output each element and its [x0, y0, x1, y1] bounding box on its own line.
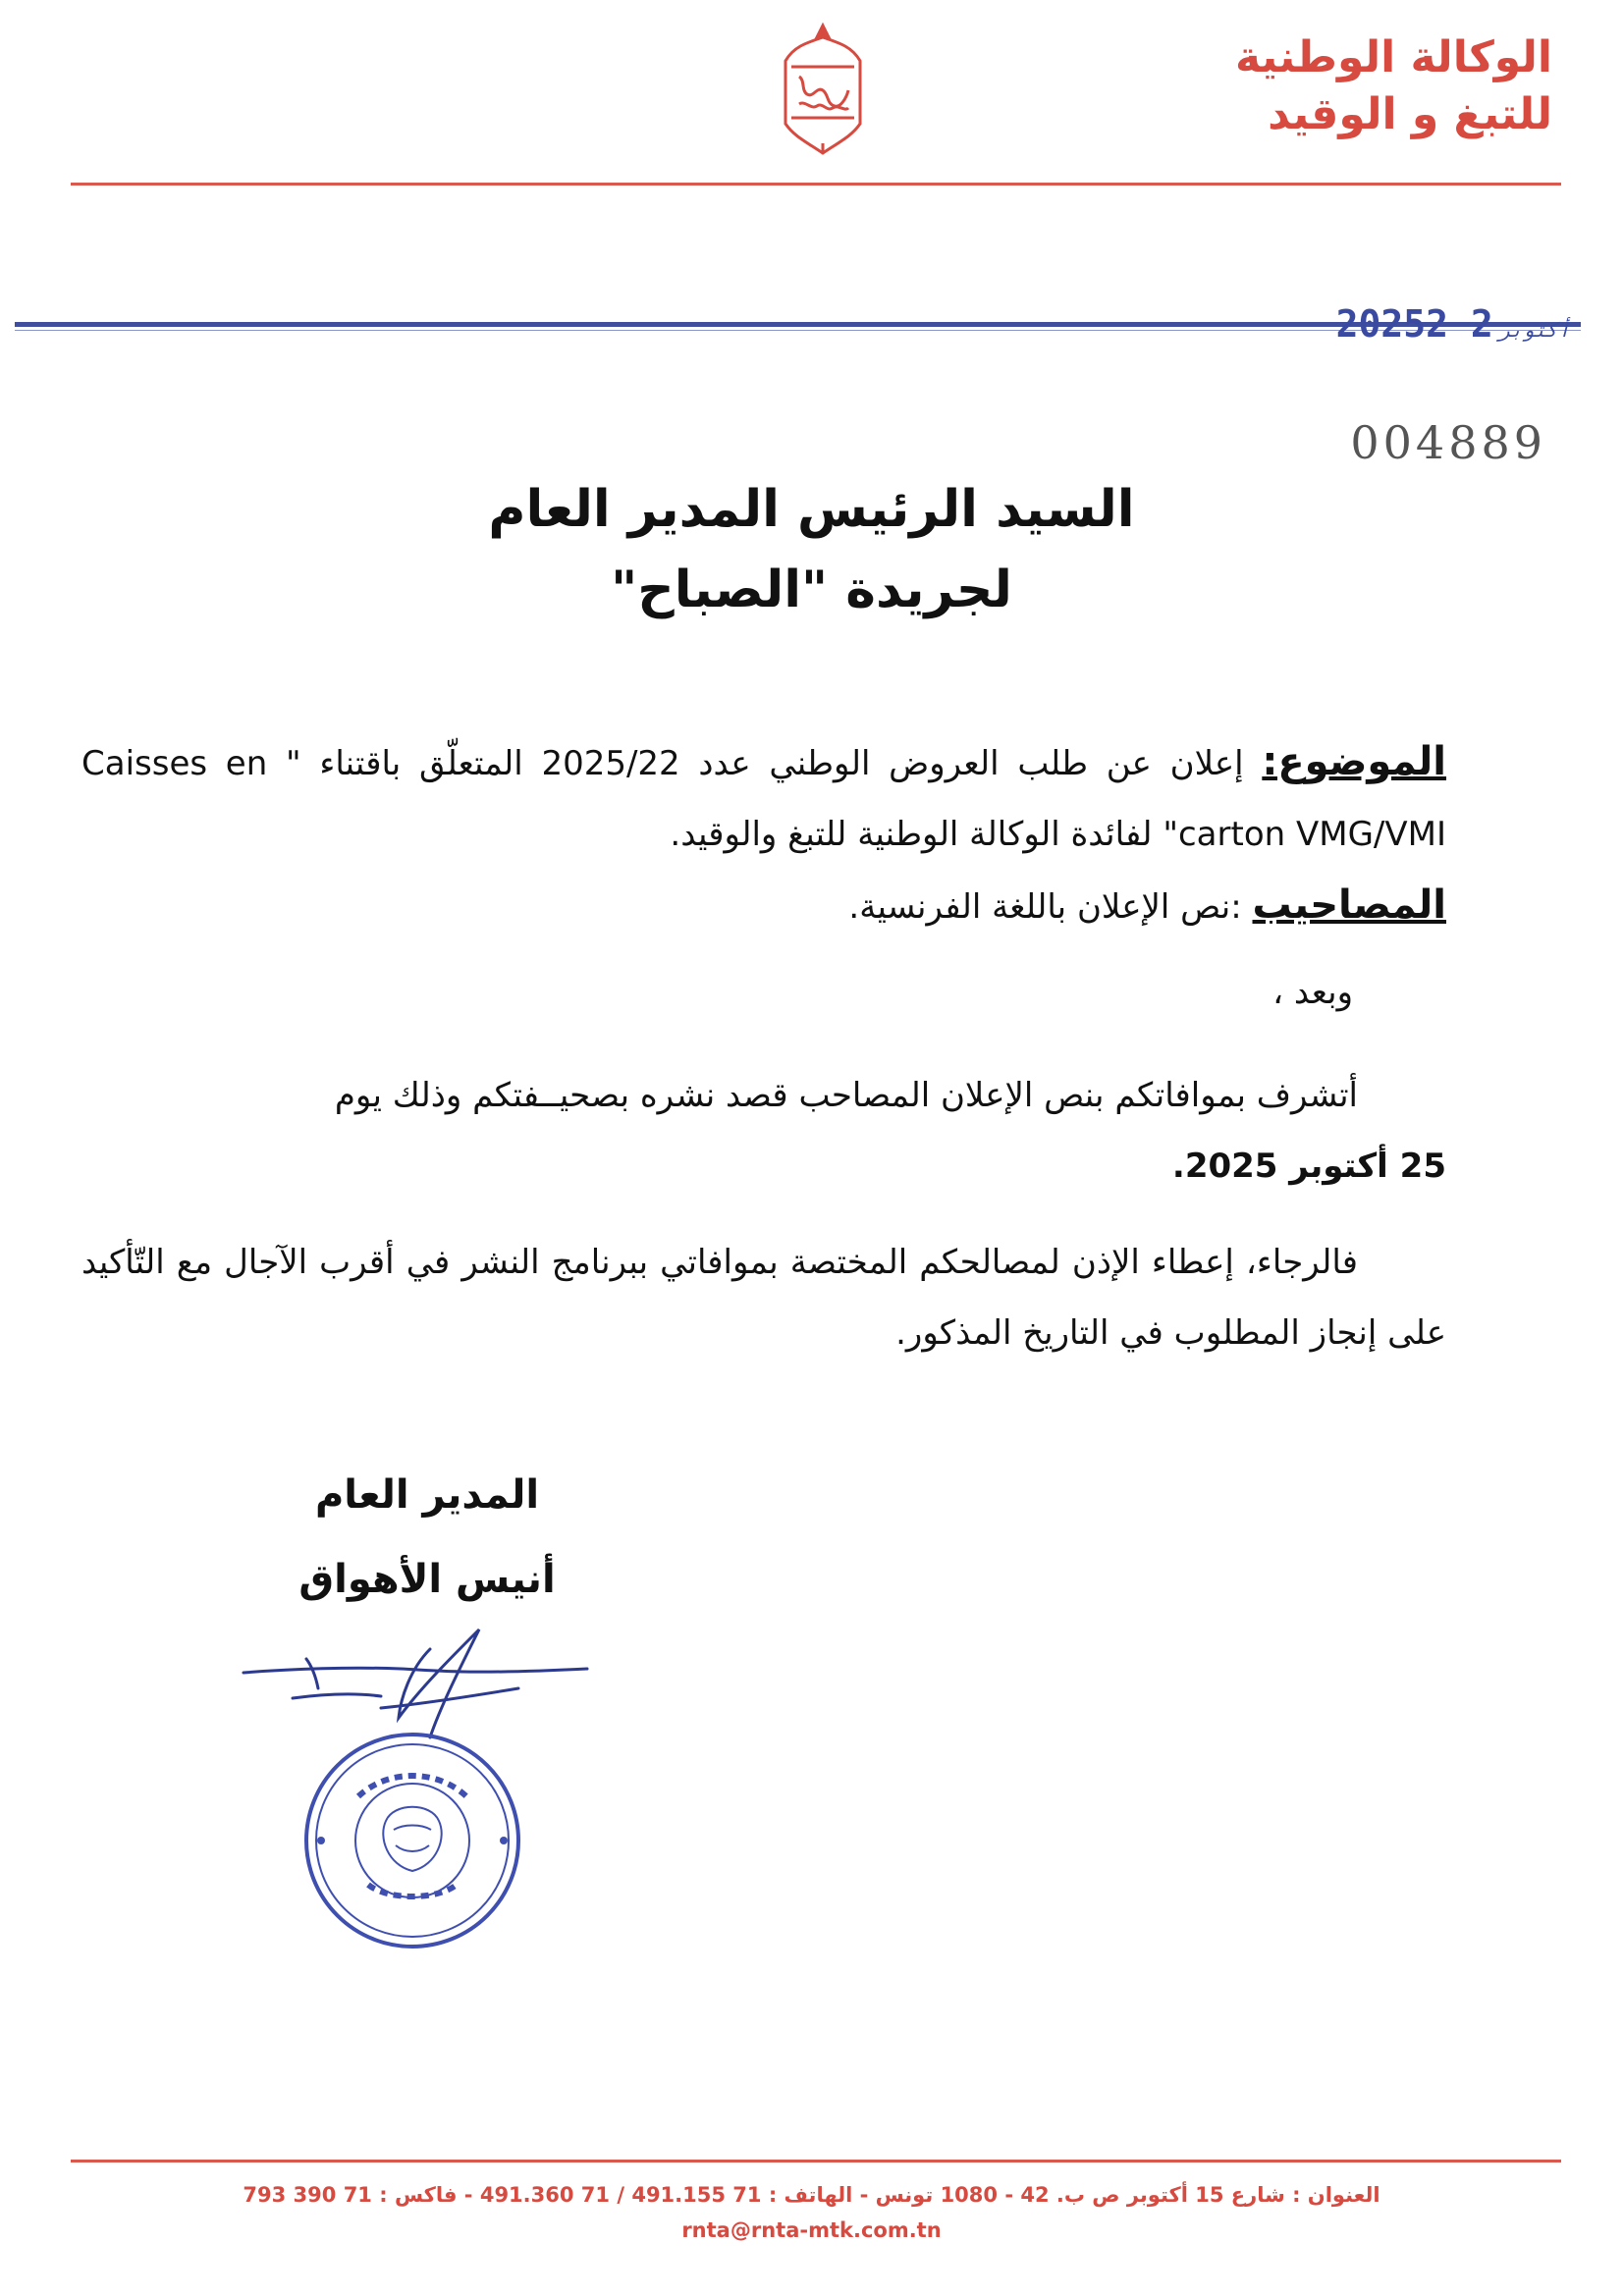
attachment-label: المصاحيب [1252, 882, 1446, 928]
document-number: 004889 [1350, 416, 1546, 469]
date-stamp-year: 2025 [1335, 302, 1427, 346]
publication-date: 25 أكتوبر 2025. [1171, 1147, 1446, 1186]
body-paragraph-1 [81, 1060, 1446, 1201]
subject-label: الموضوع: [1262, 739, 1447, 784]
date-stamp-month: أكتوبر [1498, 318, 1570, 342]
date-stamp [1336, 302, 1576, 346]
body-paragraph-2: فالرجاء، إعطاء الإذن لمصالحكم المختصة بموافاتي ببرنامج النشر في أقرب الآجال مع التّأكيد على إنجاز المطلوب في التاريخ المذكور. [81, 1243, 1446, 1353]
recipient-line1: السيد الرئيس المدير العام [488, 480, 1135, 539]
attachment-text: :نص الإعلان باللغة الفرنسية. [848, 887, 1253, 927]
footer-address: العنوان : شارع 15 أكتوبر ص ب. 42 - 1080 تونس - الهاتف : 71 491.155 / 71 491.360 - فاكس : 71 390 793 [243, 2183, 1380, 2207]
recipient-line2: لجريدة "الصباح" [611, 561, 1012, 619]
signature-block [295, 1453, 560, 1622]
agency-name [1235, 29, 1552, 143]
footer-divider [71, 2160, 1561, 2163]
signatory-title: المدير العام [314, 1472, 540, 1518]
signatory-name: أنيس الأهواق [298, 1557, 556, 1602]
footer-email[interactable]: rnta@rnta-mtk.com.tn [681, 2218, 942, 2242]
greeting: وبعد ، [1272, 973, 1353, 1012]
agency-name-line1: الوكالة الوطنية [1234, 32, 1552, 82]
recipient-block [0, 469, 1623, 630]
subject-text: إعلان عن طلب العروض الوطني عدد 2025/22 المتعلّق باقتناء " Caisses en carton VMG/VMI" لفائدة الوكالة الوطنية للتبغ والوقيد. [81, 744, 1446, 854]
body-paragraph-1-text: أتشرف بموافاتكم بنص الإعلان المصاحب قصد نشره بصحيــفتكم وذلك يوم [334, 1076, 1358, 1115]
official-seal-icon [299, 1728, 525, 1953]
header-divider [71, 183, 1561, 186]
date-stamp-day: 2 2 [1426, 302, 1493, 346]
footer [0, 2177, 1623, 2248]
subject-block [81, 726, 1446, 942]
agency-name-line2: للتبغ و الوقيد [1268, 89, 1552, 139]
agency-emblem-icon [776, 22, 870, 157]
